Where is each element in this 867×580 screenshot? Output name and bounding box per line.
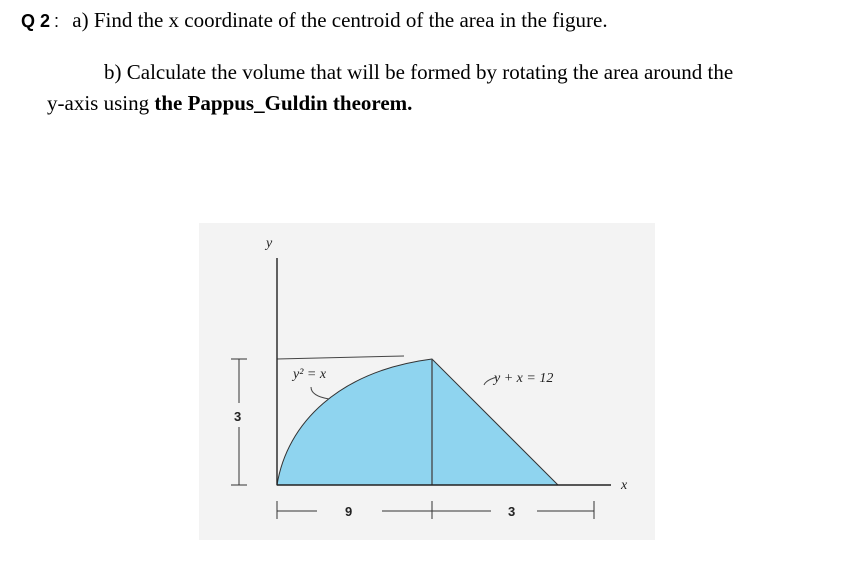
theorem-name: the Pappus_Guldin theorem.: [154, 91, 413, 115]
y-axis-label: y: [266, 236, 273, 251]
question-line-a: [21, 8, 608, 33]
part-a-text: a) Find the x coordinate of the centroid of the area in the figure.: [72, 8, 608, 32]
height-dim-label: 3: [234, 409, 242, 424]
question-number: Q 2: [21, 11, 51, 31]
area-figure: [199, 223, 655, 540]
width-dim-left-label: 9: [345, 504, 353, 519]
part-b-line-2: [47, 91, 412, 116]
top-reference-line: [277, 356, 404, 359]
curve-label: y² = x: [293, 367, 327, 382]
part-b-prefix: y-axis using: [47, 91, 155, 115]
x-axis-label: x: [621, 478, 628, 493]
figure-svg: [199, 223, 655, 540]
curve-leader: [311, 387, 329, 399]
question-colon: :: [54, 11, 60, 31]
line-label: y + x = 12: [494, 371, 554, 386]
part-b-line-1: b) Calculate the volume that will be formed by rotating the area around the: [104, 60, 734, 84]
width-dim-right-label: 3: [508, 504, 516, 519]
